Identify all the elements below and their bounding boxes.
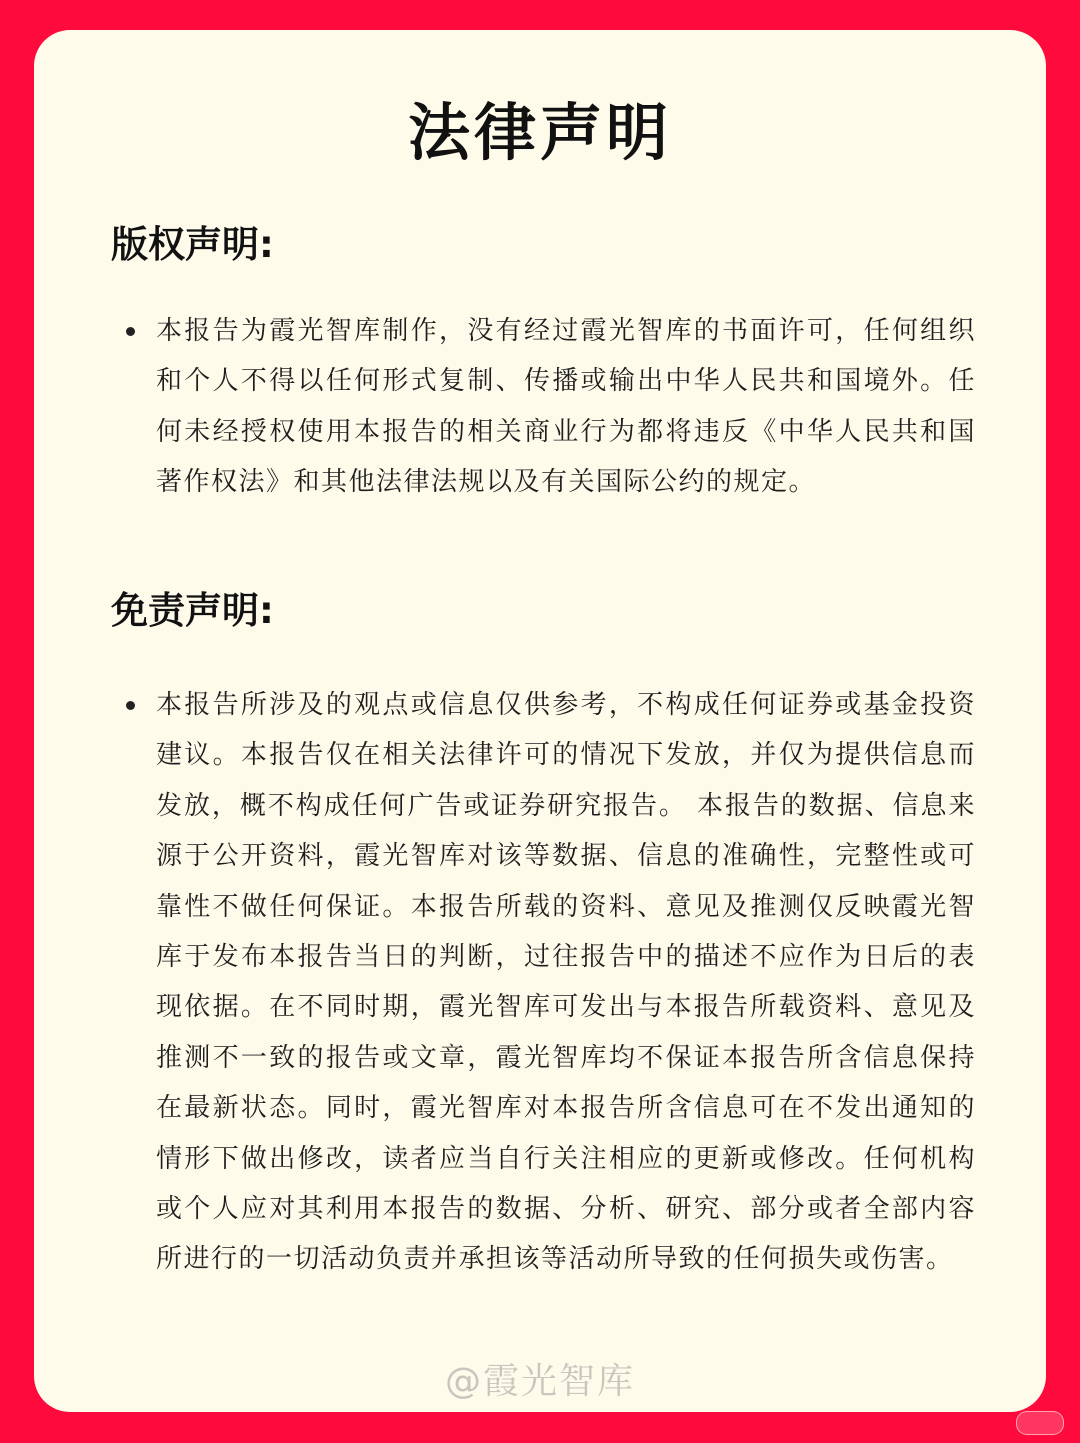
- disclaimer-text: 本报告所涉及的观点或信息仅供参考，不构成任何证券或基金投资建议。本报告仅在相关法律许可的情况下发放，并仅为提供信息而发放，概不构成任何广告或证券研究报告。 本报告的数据、信息来源于公开资料，霞光智库对该等数据、信息的准确性，完整性或可靠性不做任何保证。本报告所载的资料、意见及推测仅反映霞光智库于发布本报告当日的判断，过往报告中的描述不应作为日后的表现依据。在不同时期，霞光智库可发出与本报告所载资料、意见及推测不一致的报告或文章，霞光智库均不保证本报告所含信息保持在最新状态。同时，霞光智库对本报告所含信息可在不发出通知的情形下做出修改，读者应当自行关注相应的更新或修改。任何机构或个人应对其利用本报告的数据、分析、研究、部分或者全部内容所进行的一切活动负责并承担该等活动所导致的任何损失或伤害。: [156, 690, 976, 1275]
- watermark: @霞光智库: [444, 1361, 635, 1402]
- bullet-icon: [126, 327, 135, 336]
- copyright-list-item: [126, 306, 986, 508]
- copyright-text: 本报告为霞光智库制作，没有经过霞光智库的书面许可，任何组织和个人不得以任何形式复制、传播或输出中华人民共和国境外。任何未经授权使用本报告的相关商业行为都将违反《中华人民共和国著作权法》和其他法律法规以及有关国际公约的规定。: [156, 316, 976, 498]
- copyright-heading: 版权声明:: [111, 223, 274, 266]
- disclaimer-list-item: [126, 680, 986, 1285]
- page-title: 法律声明: [407, 96, 672, 169]
- disclaimer-heading: 免责声明:: [111, 589, 274, 632]
- corner-badge-icon: [1016, 1411, 1064, 1435]
- bullet-icon: [126, 701, 135, 710]
- content-card: [34, 30, 1046, 1412]
